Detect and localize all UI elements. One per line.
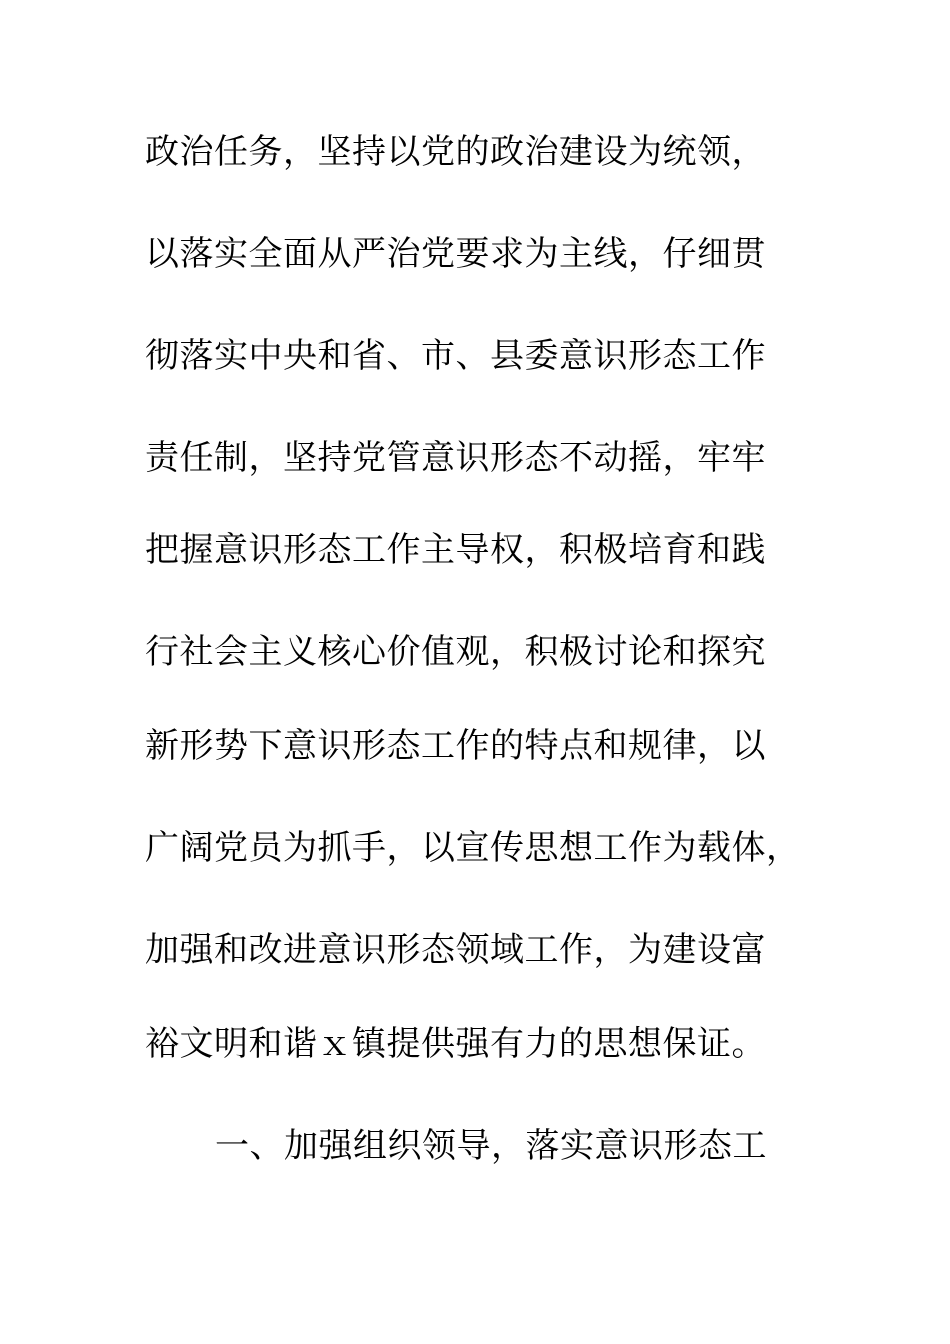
body-text-line: 彻落实中央和省、市、县委意识形态工作 — [145, 336, 766, 376]
body-text-line: 裕文明和谐ｘ镇提供强有力的思想保证。 — [145, 1024, 766, 1064]
section-heading: 一、加强组织领导，落实意识形态工 — [215, 1126, 767, 1166]
body-text-line: 以落实全面从严治党要求为主线，仔细贯 — [145, 234, 766, 274]
body-text-line: 广阔党员为抓手，以宣传思想工作为载体， — [145, 828, 801, 868]
body-text-line: 行社会主义核心价值观，积极讨论和探究 — [145, 632, 766, 672]
body-text-line: 责任制，坚持党管意识形态不动摇，牢牢 — [145, 438, 766, 478]
body-text-line: 新形势下意识形态工作的特点和规律，以 — [145, 726, 766, 766]
body-text-line: 把握意识形态工作主导权，积极培育和践 — [145, 530, 766, 570]
body-text-line: 加强和改进意识形态领域工作，为建设富 — [145, 930, 766, 970]
body-text-line: 政治任务，坚持以党的政治建设为统领， — [145, 132, 766, 172]
